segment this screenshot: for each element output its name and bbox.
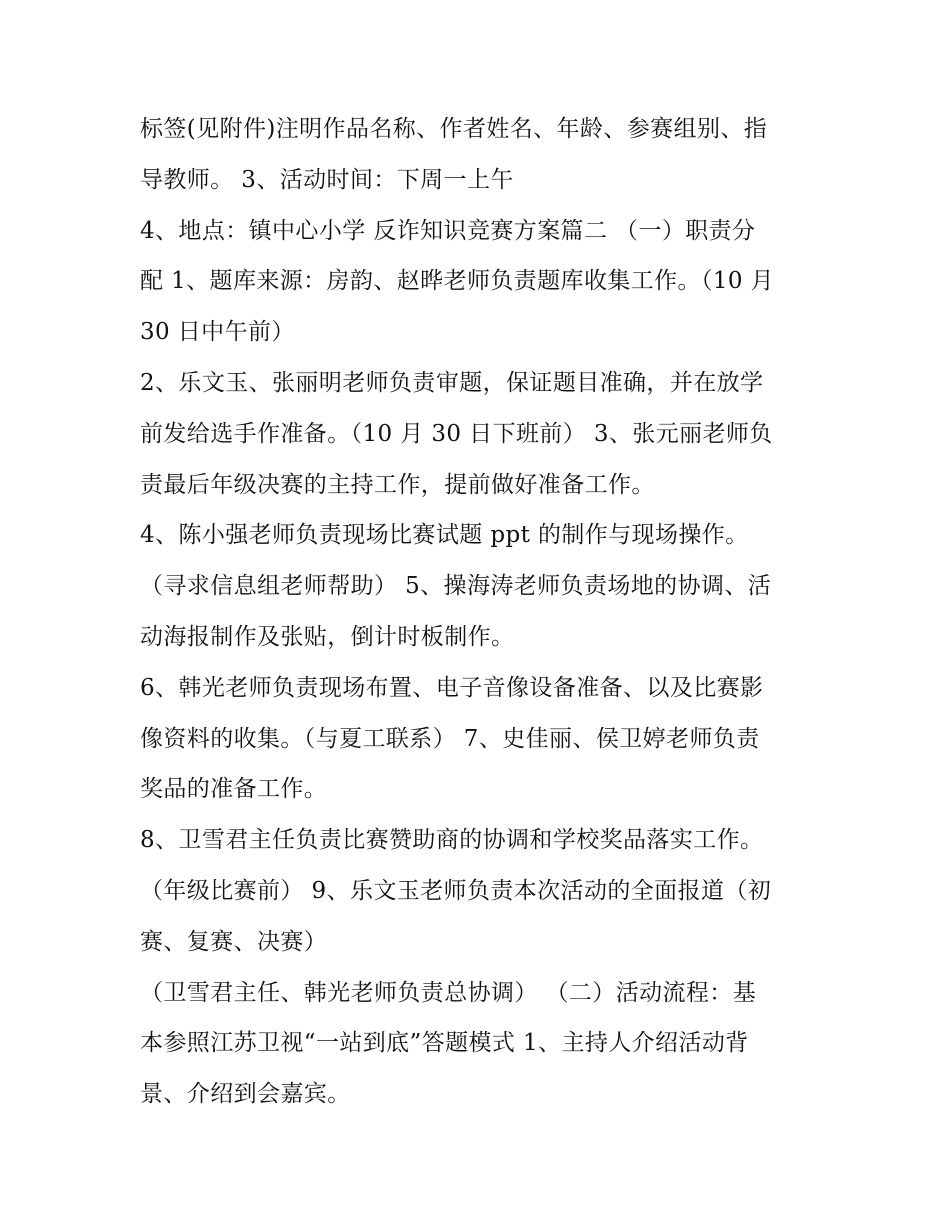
text-line: 配 1、题库来源：房韵、赵晔老师负责题库收集工作。（10 月: [140, 268, 775, 295]
text-line: 2、乐文玉、张丽明老师负责审题，保证题目准确，并在放学: [140, 369, 764, 396]
text-line: 责最后年级决赛的主持工作，提前做好准备工作。: [140, 471, 655, 498]
text-line: 标签(见附件)注明作品名称、作者姓名、年龄、参赛组别、指: [140, 116, 768, 142]
text-line: （寻求信息组老师帮助） 5、操海涛老师负责场地的协调、活: [140, 573, 772, 600]
text-line: 动海报制作及张贴，倒计时板制作。: [140, 623, 515, 650]
text-line: 像资料的收集。（与夏工联系） 7、史佳丽、侯卫婷老师负责: [140, 725, 760, 752]
text-line: 30 日中午前）: [140, 319, 295, 346]
text-line: 赛、复赛、决赛）: [140, 928, 328, 955]
text-line: 奖品的准备工作。: [140, 776, 328, 803]
text-line: 前发给选手作准备。（10 月 30 日下班前） 3、张元丽老师负: [140, 420, 773, 447]
text-line: 8、卫雪君主任负责比赛赞助商的协调和学校奖品落实工作。: [140, 827, 764, 854]
text-line: 导教师。 3、活动时间：下周一上午: [140, 166, 514, 193]
text-line: 4、地点：镇中心小学 反诈知识竞赛方案篇二 （一）职责分: [140, 217, 756, 244]
text-line: （年级比赛前） 9、乐文玉老师负责本次活动的全面报道（初: [140, 877, 772, 904]
text-line: 4、陈小强老师负责现场比赛试题 ppt 的制作与现场操作。: [140, 522, 749, 549]
document-body: [140, 104, 820, 1120]
text-line: 景、介绍到会嘉宾。: [140, 1081, 351, 1108]
text-line: 本参照江苏卫视“一站到底”答题模式 1、主持人介绍活动背: [140, 1030, 749, 1057]
text-line: 6、韩光老师负责现场布置、电子音像设备准备、以及比赛影: [140, 674, 764, 701]
text-line: （卫雪君主任、韩光老师负责总协调） （二）活动流程：基: [140, 979, 757, 1006]
